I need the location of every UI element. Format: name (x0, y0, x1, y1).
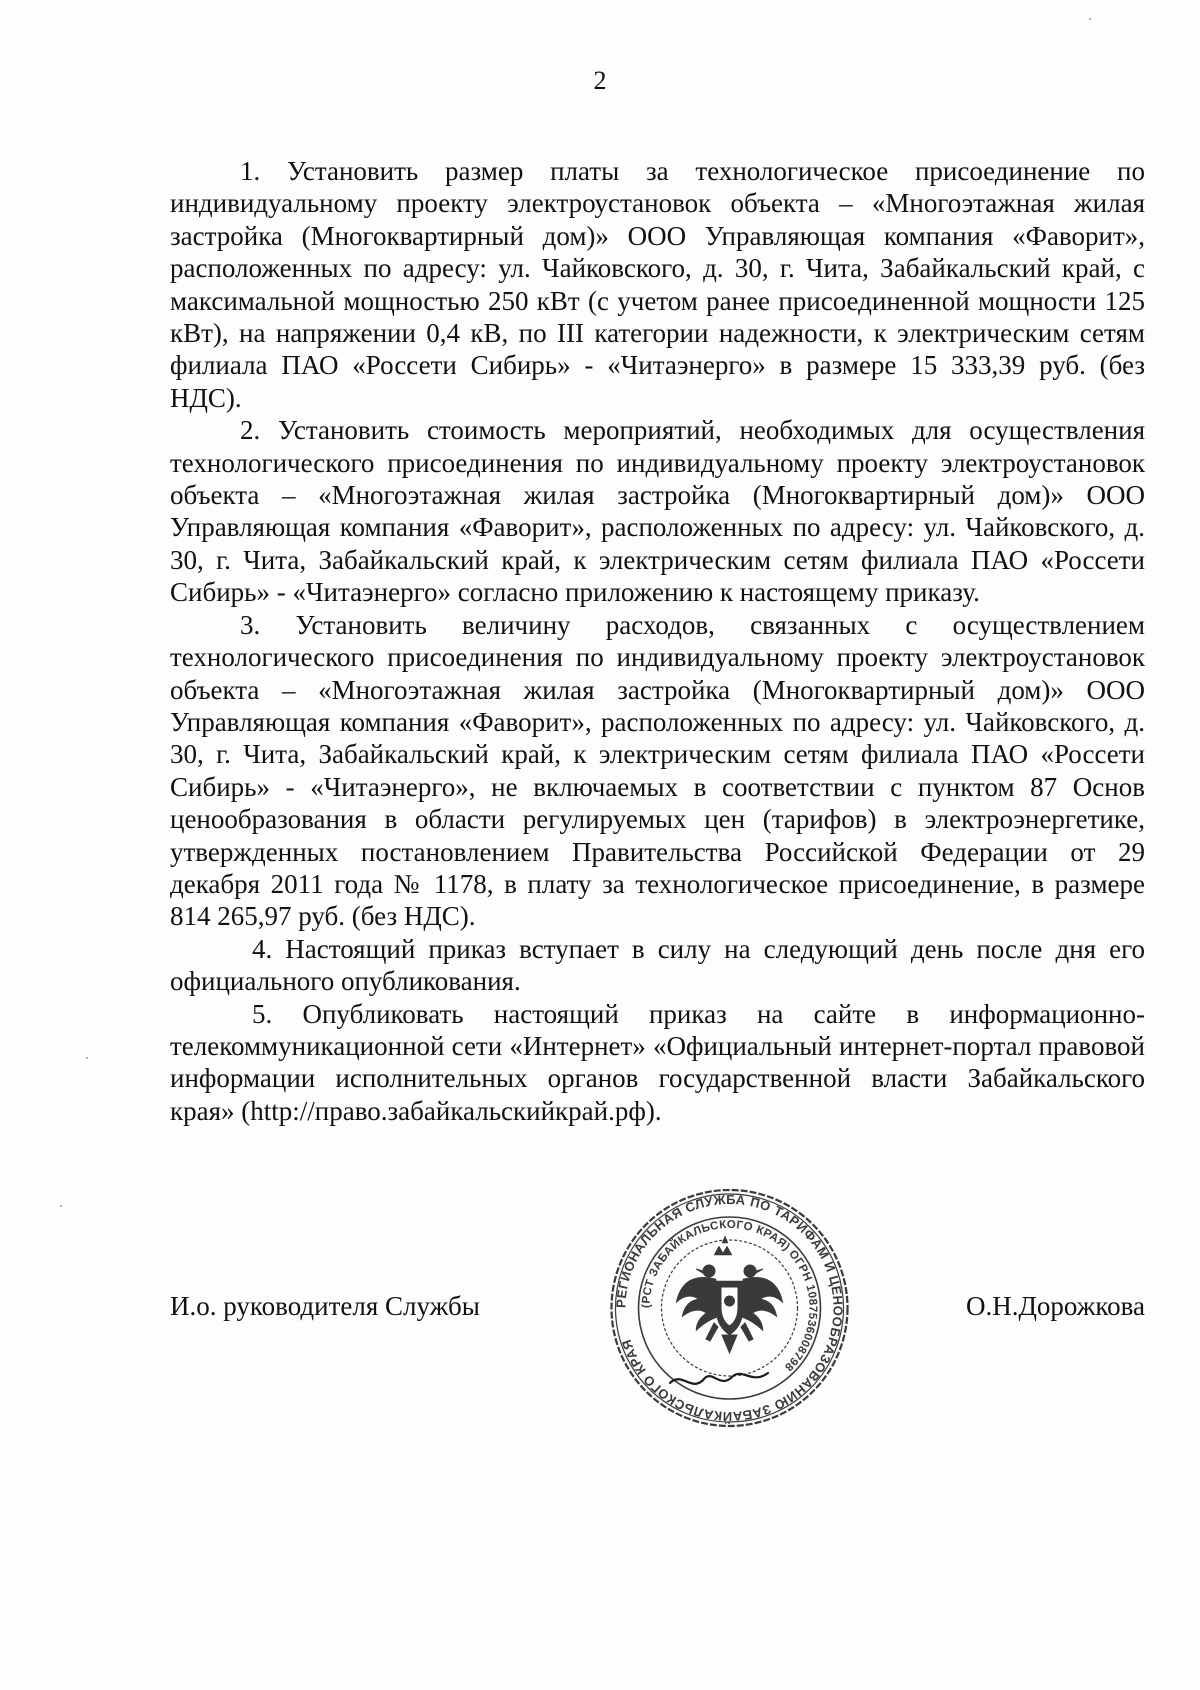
scan-speck (60, 1205, 62, 1207)
document-body (170, 155, 1145, 1127)
signatory-position: И.о. руководителя Службы (170, 1291, 480, 1321)
page-number: 2 (593, 66, 607, 95)
eagle-emblem-icon (676, 1236, 783, 1353)
paragraph-3: 3. Установить величину расходов, связанных с осуществлением технологического присоединения по индивидуальному проекту электроустановок объекта – «Многоэтажная жилая застройка (Многоквартирный дом)» ООО Управляющая компания «Фаворит», расположенных по адресу: ул. Чайковского, д. 30, г. Чита, Забайкальский край, к электрическим сетям филиала ПАО «Россети Сибирь» - «Читаэнерго», не включаемых в соответствии с пунктом 87 Основ ценообразования в области регулируемых цен (тарифов) в электроэнергетике, утвержденных постановлением Правительства Российской Федерации от 29 декабря 2011 года № 1178, в плату за технологическое присоединение, в размере 814 265,97 руб. (без НДС). (170, 609, 1145, 932)
paragraph-1: 1. Установить размер платы за технологическое присоединение по индивидуальному проекту электроустановок объекта – «Многоэтажная жилая застройка (Многоквартирный дом)» ООО Управляющая компания «Фаворит», расположенных по адресу: ул. Чайковского, д. 30, г. Чита, Забайкальский край, с максимальной мощностью 250 кВт (с учетом ранее присоединенной мощности 125 кВт), на напряжении 0,4 кВ, по III категории надежности, к электрическим сетям филиала ПАО «Россети Сибирь» - «Читаэнерго» в размере 15 333,39 руб. (без НДС). (170, 156, 1145, 413)
scan-speck (86, 1057, 88, 1059)
paragraph-4: 4. Настоящий приказ вступает в силу на следующий день после дня его официального опубликования. (170, 933, 1145, 997)
paragraph-5: 5. Опубликовать настоящий приказ на сайте в информационно-телекоммуникационной сети «Интернет» «Официальный интернет-портал правовой информации исполнительных органов государственной власти Забайкальского края» (http://право.забайкальскийкрай.рф). (170, 998, 1145, 1126)
scan-speck (1089, 18, 1091, 20)
seal-inner-text: (РСТ ЗАБАЙКАЛЬСКОГО КРАЯ) ОГРН 1087536008798 (640, 1218, 819, 1374)
official-seal (592, 1183, 867, 1433)
paragraph-2: 2. Установить стоимость мероприятий, необходимых для осуществления технологического присоединения по индивидуальному проекту электроустановок объекта – «Многоэтажная жилая застройка (Многоквартирный дом)» ООО Управляющая компания «Фаворит», расположенных по адресу: ул. Чайковского, д. 30, г. Чита, Забайкальский край, к электрическим сетям филиала ПАО «Россети Сибирь» - «Читаэнерго» согласно приложению к настоящему приказу. (170, 415, 1145, 608)
signatory-name: О.Н.Дорожкова (965, 1291, 1145, 1321)
seal-outer-text: РЕГИОНАЛЬНАЯ СЛУЖБА ПО ТАРИФАМ И ЦЕНООБРАЗОВАНИЮ ЗАБАЙКАЛЬСКОГО КРАЯ (613, 1191, 846, 1425)
